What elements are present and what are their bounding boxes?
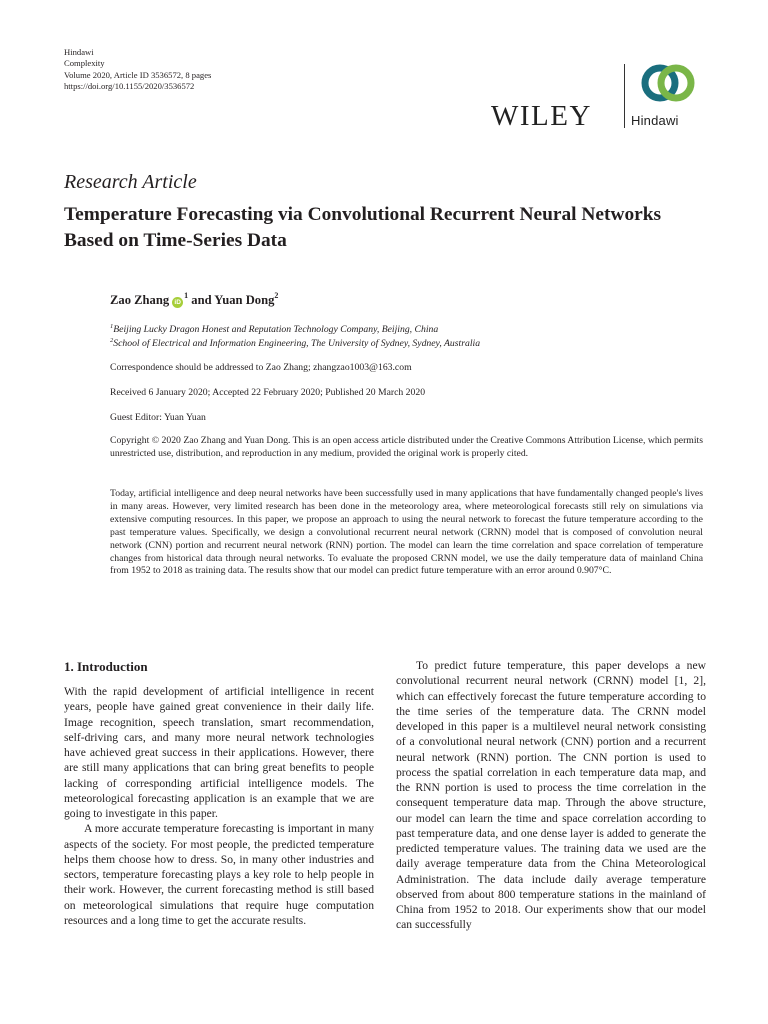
affil-text: School of Electrical and Information Engineering, The University of Sydney, Sydney, Australia <box>113 338 481 349</box>
author-name: Zao Zhang <box>110 293 170 307</box>
affil-mark: 2 <box>110 337 114 344</box>
section-title: 1. Introduction <box>64 659 148 674</box>
affiliation-1 <box>110 323 438 335</box>
dates-line: Received 6 January 2020; Accepted 22 February 2020; Published 20 March 2020 <box>110 387 426 398</box>
paragraph: With the rapid development of artificial intelligence in recent years, people have gained great convenience in their daily life. Image recognition, speech translation, smart recommendation, self-driving cars, and many more neural network technologies have achieved great success in their applications. However, there are still many applications that can bring great benefits to people lacking of corresponding artificial intelligence models. The meteorological forecasting application is an example that we are going to investigate in this paper. <box>64 685 374 820</box>
copyright-notice: Copyright © 2020 Zao Zhang and Yuan Dong. This is an open access article distributed under the Creative Commons Attribution License, which permits unrestricted use, distribution, and reproduction in any medium, provided the original work is properly cited. <box>110 435 703 459</box>
author-join: and <box>188 293 215 307</box>
journal-meta <box>64 47 211 93</box>
affil-mark: 1 <box>110 323 114 330</box>
hindawi-logo-text: Hindawi <box>631 113 679 128</box>
affil-text: Beijing Lucky Dragon Honest and Reputation Technology Company, Beijing, China <box>113 324 439 335</box>
article-title: Temperature Forecasting via Convolutional Recurrent Neural Networks Based on Time-Series Data <box>64 204 662 251</box>
doi-link[interactable]: https://doi.org/10.1155/2020/3536572 <box>64 81 195 92</box>
abstract-text: Today, artificial intelligence and deep neural networks have been successfully used in many applications that have fundamentally changed people's lives in many areas. However, very limited research has been done in the meteorology area, where meteorological forecasts still rely on simulations via extensive computing resources. In this paper, we propose an approach to using the neural network to forecast the future temperature according to the past temperature values. Specifically, we design a convolutional recurrent neural network (CRNN) model that is composed of convolution neural network (CNN) portion and recurrent neural network (RNN) portion. The model can learn the time correlation and space correlation of temperature changes from historical data through neural networks. To evaluate the proposed CRNN model, we use the daily temperature data of mainland China from 1952 to 2018 as training data. The results show that our model can predict future temperature with an error around 0.907°C. <box>110 488 703 577</box>
guest-editor-line: Guest Editor: Yuan Yuan <box>110 412 206 423</box>
article-type: Research Article <box>64 171 197 193</box>
volume-line: Volume 2020, Article ID 3536572, 8 pages <box>64 69 212 80</box>
wiley-logo: WILEY <box>491 100 592 132</box>
body-column-right <box>396 658 706 933</box>
author-name: Yuan Dong <box>214 293 275 307</box>
hindawi-logo-icon <box>639 63 697 103</box>
paragraph: A more accurate temperature forecasting is important in many aspects of the society. For most people, the predicted temperature helps them choose how to dress. So, in many other industries and sectors, temperature forecasting plays a key role to help people in their work. However, the current forecasting method is still based on meteorological simulations that require huge computation resources and a long time to get the accurate results. <box>64 822 374 927</box>
body-column-left <box>64 684 374 928</box>
author-affil-mark: 2 <box>274 291 279 300</box>
author-affil-mark: 1 <box>184 291 189 300</box>
affiliation-2 <box>110 337 480 349</box>
orcid-icon[interactable]: iD <box>172 297 183 308</box>
correspondence-line: Correspondence should be addressed to Zao Zhang; zhangzao1003@163.com <box>110 362 412 373</box>
logo-divider <box>624 64 625 128</box>
paragraph: To predict future temperature, this paper develops a new convolutional recurrent neural network (CRNN) model [1, 2], which can effectively forecast the future temperature according to the time series of the temperature data. The CRNN model developed in this paper is a multilevel neural network consisting of a convolutional neural network (CNN) portion and a recurrent neural network (RNN) portion. The CNN portion is used to process the spatial correlation in each temperature data map, and the RNN portion is used to process the time correlation in the consequent temperature data map. Through the above structure, our model can learn the time and space correlation according to past temperature data, and one dense layer is added to generate the predicted temperature values. The training data we used are the daily average temperature data from the China Meteorological Administration. The data include daily average temperature observed from about 800 temperature stations in the mainland of China from 1952 to 2018. Our experiments show that our model can successfully <box>396 659 706 932</box>
author-list <box>110 291 278 308</box>
journal-name: Complexity <box>64 58 105 69</box>
publisher-name: Hindawi <box>64 47 94 57</box>
